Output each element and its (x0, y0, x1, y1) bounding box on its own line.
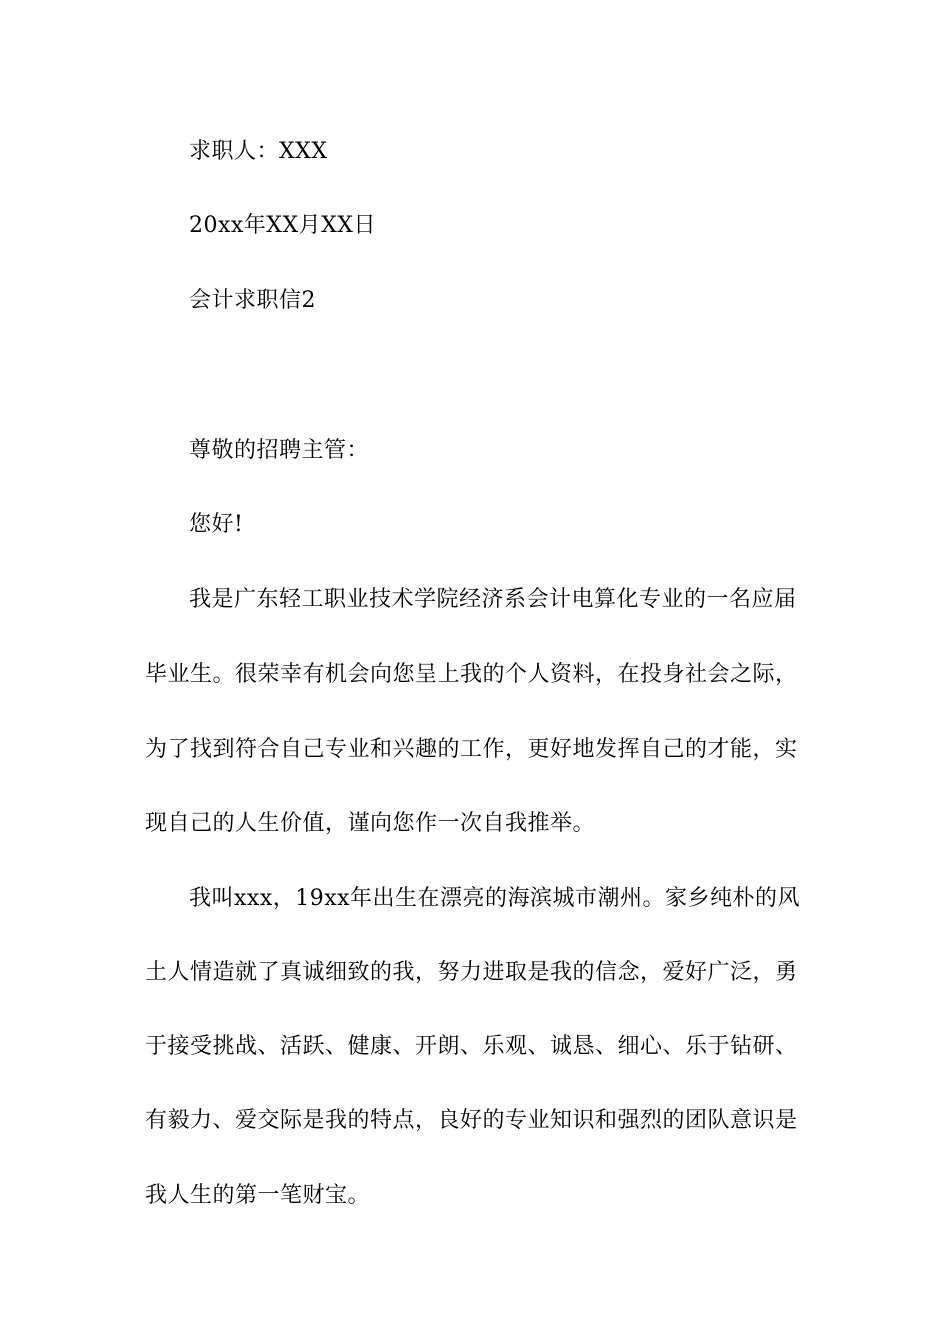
paragraph-2-line: 有毅力、爱交际是我的特点，良好的专业知识和强烈的团队意识是 (145, 1108, 798, 1133)
paragraph-2-line: 于接受挑战、活跃、健康、开朗、乐观、诚恳、细心、乐于钻研、 (145, 1034, 798, 1059)
letter-date: 20xx年XX月XX日 (189, 213, 376, 238)
section-title: 会计求职信2 (189, 288, 316, 313)
paragraph-1-line: 为了找到符合自己专业和兴趣的工作，更好地发挥自己的才能，实 (145, 737, 798, 762)
paragraph-1-line: 我是广东轻工职业技术学院经济系会计电算化专业的一名应届 (189, 587, 797, 612)
salutation: 尊敬的招聘主管： (189, 438, 370, 463)
greeting: 您好! (189, 512, 244, 537)
paragraph-1-line: 毕业生。很荣幸有机会向您呈上我的个人资料，在投身社会之际， (145, 662, 798, 687)
paragraph-2-line: 土人情造就了真诚细致的我，努力进取是我的信念，爱好广泛，勇 (145, 960, 798, 985)
paragraph-1-line: 现自己的人生价值，谨向您作一次自我推举。 (145, 811, 596, 836)
paragraph-2-line: 我叫xxx，19xx年出生在漂亮的海滨城市潮州。家乡纯朴的风 (189, 886, 801, 911)
paragraph-2-line: 我人生的第一笔财宝。 (145, 1183, 371, 1208)
applicant-signature: 求职人：XXX (189, 139, 328, 164)
